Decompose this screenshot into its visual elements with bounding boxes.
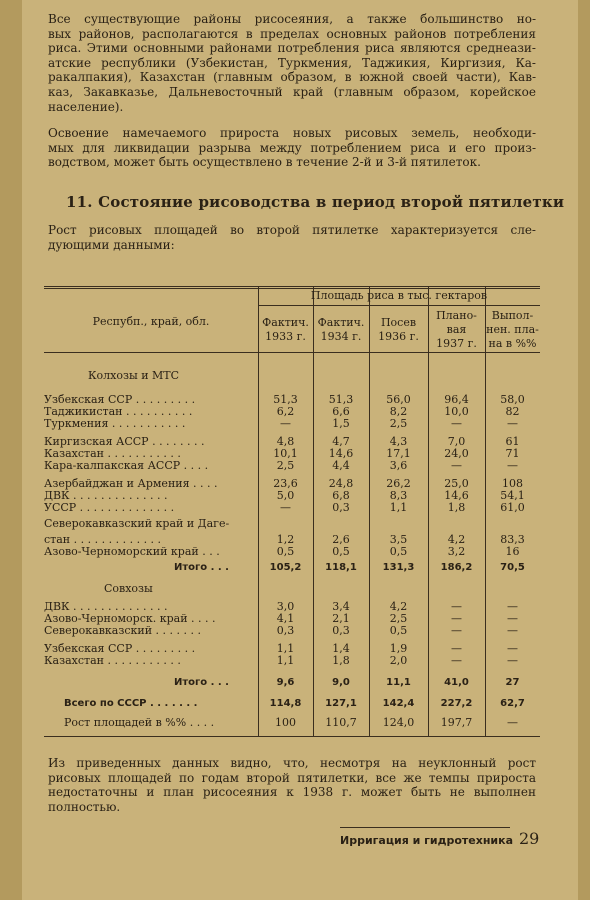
row-label: Казахстан . . . . . . . . . . . [44, 447, 181, 460]
data-value: 6,2 [276, 405, 295, 418]
data-value: 4,2 [447, 533, 466, 546]
column-header: 1937 г. [436, 337, 477, 350]
row-label: Азово-Черноморск. край . . . . [44, 612, 216, 625]
grand-total-value: 127,1 [325, 698, 357, 709]
data-value: 6,8 [332, 489, 350, 502]
intro2-line: водством, может быть осуществлено в течение 2-й и 3-й пятилеток. [48, 155, 481, 170]
data-value: 14,6 [444, 489, 469, 502]
data-value: — [451, 600, 462, 613]
data-value: 1,1 [276, 654, 295, 667]
data-value: 6,6 [332, 405, 350, 418]
lead-line: Рост рисовых площадей во второй пятилетке характеризуется сле- [48, 223, 536, 237]
data-value: — [507, 612, 518, 625]
total-value: 41,0 [444, 677, 469, 688]
column-header: Выпол- [491, 309, 534, 322]
row-label: Туркмения . . . . . . . . . . . [44, 417, 186, 430]
column-header: Фактич. [262, 316, 309, 329]
data-value: 56,0 [386, 393, 411, 406]
data-value: 82 [505, 405, 520, 418]
data-value: 10,0 [444, 405, 469, 418]
growth-value: 100 [275, 716, 296, 729]
section-label-kolkhozy: Колхозы и МТС [88, 369, 180, 382]
grand-total-value: 142,4 [382, 698, 415, 709]
closing-line: недостаточны и план рисосеяния к 1938 г. может быть не выполнен [48, 785, 536, 800]
row-label: Северокавказский . . . . . . . [44, 624, 202, 637]
group-header-rule [258, 305, 540, 306]
data-value: 0,3 [332, 624, 350, 637]
section-label-sovkhozy: Совхозы [104, 582, 153, 595]
data-value: 0,3 [276, 624, 295, 637]
row-label: ДВК . . . . . . . . . . . . . . [44, 489, 168, 502]
data-value: 83,3 [500, 533, 525, 546]
column-header: 1934 г. [320, 330, 362, 343]
row-label: Киргизская АССР . . . . . . . . [44, 435, 205, 448]
data-value: 4,8 [276, 435, 295, 448]
row-label: Кара-калпакская АССР . . . . [44, 459, 209, 472]
running-footer: Ирригация и гидротехника [340, 834, 514, 847]
data-value: 61,0 [500, 501, 525, 514]
data-value: 0,3 [332, 501, 350, 514]
data-value: 3,0 [276, 600, 295, 613]
data-value: 14,6 [328, 447, 354, 460]
data-value: 1,9 [389, 642, 408, 655]
data-value: 8,2 [389, 405, 408, 418]
data-value: — [451, 417, 462, 430]
growth-value: 110,7 [325, 716, 357, 729]
growth-value: 197,7 [440, 716, 473, 729]
data-value: 2,5 [389, 612, 408, 625]
lead-line: дующими данными: [48, 237, 175, 252]
column-header: Плано- [436, 309, 477, 322]
data-value: — [451, 612, 462, 625]
intro2-line: мых для ликвидации разрыва между потреблением риса и его произ- [48, 140, 536, 155]
data-value: 1,1 [389, 501, 408, 514]
data-value: — [451, 642, 462, 655]
column-header: на в %% [488, 337, 537, 350]
data-value: 24,0 [444, 447, 469, 460]
grand-total-value: 227,2 [440, 698, 473, 709]
data-value: — [451, 624, 462, 637]
data-value: 0,5 [389, 545, 408, 558]
column-header: 1936 г. [378, 330, 419, 343]
row-label: Казахстан . . . . . . . . . . . [44, 654, 181, 667]
data-value: 4,7 [332, 435, 350, 448]
row-label: Азово-Черноморский край . . . [44, 545, 220, 558]
total-value: 70,5 [500, 562, 525, 573]
intro-line: каз, Закавказье, Дальневосточный край (главным образом, корейское [48, 84, 536, 99]
data-value: 10,1 [273, 447, 298, 460]
row-label: Северокавказский край и Даге- [44, 517, 230, 530]
data-value: 2,6 [332, 533, 350, 546]
table-bottom-rule [44, 736, 540, 737]
section-heading: 11. Состояние рисоводства в период второй пятилетки [66, 193, 565, 211]
data-value: 4,3 [389, 435, 408, 448]
closing-paragraph [48, 756, 536, 814]
data-value: 26,2 [386, 477, 411, 490]
data-value: 51,3 [273, 393, 298, 406]
data-value: 24,8 [328, 477, 354, 490]
data-value: 8,3 [389, 489, 408, 502]
intro-line: население). [48, 99, 124, 114]
data-value: 2,0 [389, 654, 408, 667]
total-label: Итого . . . [174, 677, 229, 688]
intro-line: атские республики (Узбекистан, Туркмения, Таджикия, Киргизия, Ка- [48, 55, 536, 70]
row-label: УССР . . . . . . . . . . . . . . [44, 501, 175, 514]
total-value: 105,2 [269, 562, 302, 573]
data-value: 1,8 [447, 501, 466, 514]
closing-line: полностью. [48, 799, 121, 814]
data-value: — [507, 654, 518, 667]
header-bottom-rule [44, 352, 540, 353]
footer-rule [340, 827, 510, 828]
data-value: 0,5 [276, 545, 295, 558]
total-value: 131,3 [382, 562, 415, 573]
data-value: — [507, 600, 518, 613]
row-label: Узбекская ССР . . . . . . . . . [44, 642, 196, 655]
row-label: Узбекская ССР . . . . . . . . . [44, 393, 196, 406]
data-value: 4,2 [389, 600, 408, 613]
intro-line: ракалпакия), Казахстан (главным образом, в южной своей части), Кав- [48, 70, 536, 85]
data-value: 1,2 [276, 533, 295, 546]
lead-paragraph [48, 223, 536, 252]
data-value: 4,1 [276, 612, 295, 625]
grand-total-value: 114,8 [269, 698, 302, 709]
column-header: Фактич. [317, 316, 365, 329]
data-value: — [507, 459, 518, 472]
intro-line: риса. Этими основными районами потребления риса являются среднеази- [48, 41, 536, 56]
data-value: 54,1 [500, 489, 525, 502]
total-value: 9,0 [332, 677, 350, 688]
data-value: 7,0 [447, 435, 466, 448]
data-value: 3,6 [389, 459, 408, 472]
total-label: Итого . . . [174, 562, 229, 573]
table-top-rule [44, 286, 540, 287]
data-value: 3,4 [332, 600, 350, 613]
total-value: 27 [505, 677, 520, 688]
closing-line: рисовых площадей по годам второй пятилетки, все же темпы прироста [48, 770, 536, 785]
col0-header: Респубп., край, обл. [92, 315, 210, 328]
total-value: 118,1 [325, 562, 357, 573]
total-value: 11,1 [386, 677, 411, 688]
data-value: 5,0 [276, 489, 295, 502]
data-value: — [507, 624, 518, 637]
data-value: — [280, 417, 291, 430]
data-value: 61 [505, 435, 520, 448]
intro2-line: Освоение намечаемого прироста новых рисовых земель, необходи- [48, 126, 536, 140]
intro-paragraph [48, 12, 536, 114]
column-header: 1933 г. [265, 330, 306, 343]
data-value: 108 [502, 477, 523, 490]
intro-paragraph-2 [48, 126, 536, 170]
intro-line: Все существующие районы рисосеяния, а также большинство но- [48, 12, 536, 26]
intro-line: вых районов, располагаются в пределах основных районов потребления [48, 26, 536, 41]
data-value: 58,0 [500, 393, 525, 406]
column-header: вая [446, 323, 467, 336]
page-number: 29 [519, 829, 540, 848]
data-value: 1,8 [332, 654, 350, 667]
data-value: 96,4 [444, 393, 469, 406]
data-value: 1,1 [276, 642, 295, 655]
growth-value: — [507, 716, 518, 729]
data-value: 17,1 [386, 447, 411, 460]
data-value: 0,5 [332, 545, 350, 558]
growth-label: Рост площадей в %% . . . . [64, 716, 215, 729]
data-value: 2,1 [332, 612, 350, 625]
row-label: Таджикистан . . . . . . . . . . [44, 405, 193, 418]
total-value: 9,6 [276, 677, 295, 688]
row-label: стан . . . . . . . . . . . . . [44, 533, 162, 546]
data-value: — [451, 459, 462, 472]
column-header: Посев [380, 316, 417, 329]
data-value: 2,5 [276, 459, 295, 472]
data-value: — [507, 417, 518, 430]
data-value: 1,4 [332, 642, 350, 655]
growth-value: 124,0 [382, 716, 415, 729]
total-value: 186,2 [440, 562, 473, 573]
data-value: — [280, 501, 291, 514]
closing-line: Из приведенных данных видно, что, несмотря на неуклонный рост [48, 756, 536, 770]
data-value: 3,2 [447, 545, 466, 558]
grand-total-value: 62,7 [500, 698, 525, 709]
grand-total-label: Всего по СССР . . . . . . . [64, 698, 198, 709]
data-value: 23,6 [273, 477, 298, 490]
data-value: — [507, 642, 518, 655]
data-value: 51,3 [328, 393, 354, 406]
data-value: 3,5 [389, 533, 408, 546]
data-value: 0,5 [389, 624, 408, 637]
data-value: 71 [505, 447, 520, 460]
data-value: 1,5 [332, 417, 350, 430]
column-header: нен. пла- [486, 323, 539, 336]
row-label: Азербайджан и Армения . . . . [44, 477, 218, 490]
data-value: 16 [505, 545, 520, 558]
data-value: — [451, 654, 462, 667]
group-header: Площадь риса в тыс. гектаров [310, 289, 488, 302]
data-value: 2,5 [389, 417, 408, 430]
data-value: 25,0 [444, 477, 469, 490]
data-value: 4,4 [332, 459, 350, 472]
row-label: ДВК . . . . . . . . . . . . . . [44, 600, 168, 613]
